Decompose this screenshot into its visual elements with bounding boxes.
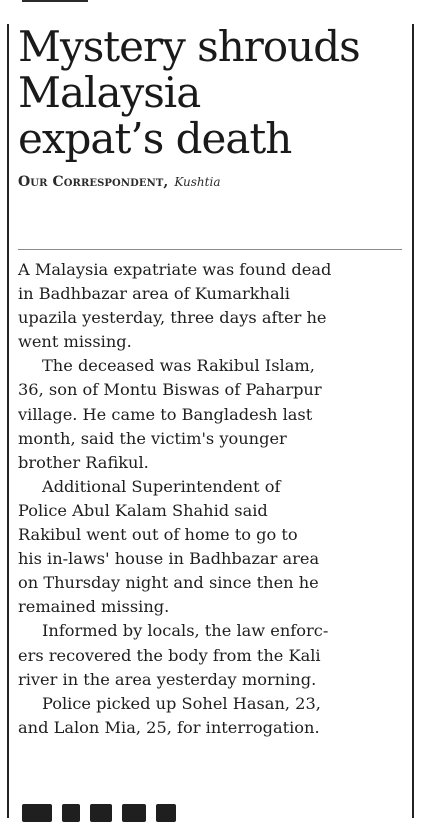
cropped-letter	[62, 804, 80, 822]
byline-divider	[18, 249, 402, 250]
left-column-rule	[7, 24, 9, 818]
body-line: on Thursday night and since then he	[18, 573, 319, 593]
body-line: A Malaysia expatriate was found dead	[18, 260, 332, 279]
body-line: brother Rafikul.	[18, 452, 149, 472]
byline-name: Our Correspondent,	[18, 174, 169, 190]
body-line: The deceased was Rakibul Islam,	[42, 356, 315, 376]
body-line: Additional Superintendent of	[42, 476, 281, 496]
body-line: his in-laws' house in Badhbazar area	[18, 549, 320, 569]
news-article	[18, 22, 406, 737]
byline-location: Kushtia	[174, 175, 221, 189]
cropped-letter	[122, 804, 146, 822]
body-line: village. He came to Bangladesh last	[18, 404, 313, 424]
body-line: month, said the victim's younger	[18, 428, 287, 448]
body-line: went missing.	[18, 332, 132, 352]
right-column-rule	[412, 24, 414, 818]
cropped-letter	[22, 804, 52, 822]
body-line: in Badhbazar area of Kumarkhali	[18, 284, 290, 304]
cropped-letter	[156, 804, 176, 822]
byline	[18, 174, 406, 194]
body-line: Police picked up Sohel Hasan, 23,	[42, 693, 321, 713]
cropped-letter	[90, 804, 112, 822]
previous-article-fragment	[22, 0, 88, 2]
next-article-headline-fragment	[22, 804, 190, 822]
body-line: ers recovered the body from the Kali	[18, 645, 321, 665]
body-line: Informed by locals, the law enforc-	[42, 621, 329, 641]
headline	[18, 24, 406, 162]
headline-line: expat’s death	[18, 114, 292, 163]
body-line: remained missing.	[18, 597, 170, 617]
article-body	[18, 258, 406, 740]
body-line: and Lalon Mia, 25, for interrogation.	[18, 717, 320, 737]
body-line: 36, son of Montu Biswas of Paharpur	[18, 380, 322, 400]
headline-line: Malaysia	[18, 68, 201, 117]
body-line: Police Abul Kalam Shahid said	[18, 500, 268, 520]
body-line: river in the area yesterday morning.	[18, 669, 317, 689]
headline-line: Mystery shrouds	[18, 22, 360, 71]
body-line: upazila yesterday, three days after he	[18, 308, 327, 328]
body-line: Rakibul went out of home to go to	[18, 525, 298, 545]
